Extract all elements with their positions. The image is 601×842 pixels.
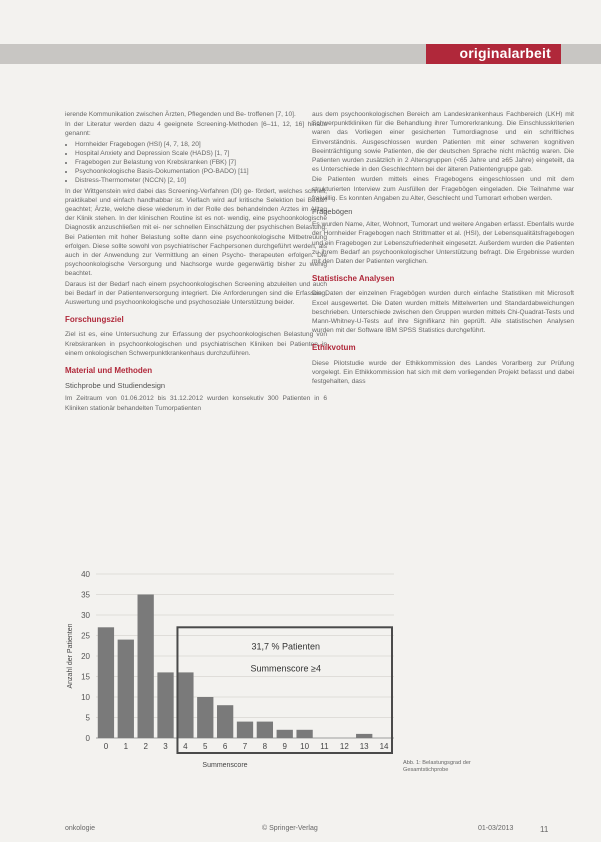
chart-bar <box>138 595 154 739</box>
chart-bar <box>277 730 293 738</box>
annotation-score: Summenscore ≥4 <box>250 663 321 674</box>
footer-journal: onkologie <box>65 825 95 832</box>
x-tick-label: 9 <box>282 742 287 751</box>
x-tick-label: 13 <box>359 742 369 751</box>
section-heading-material: Material und Methoden <box>65 366 153 376</box>
y-tick-label: 5 <box>85 713 90 723</box>
list-item: • Hospital Anxiety and Depression Scale (HADS) [1, 7] <box>75 149 327 158</box>
list-item: • Fragebogen zur Belastung von Krebskranken (FBK) [7] <box>75 158 327 167</box>
body-paragraph: Ziel ist es, eine Untersuchung zur Erfassung der psychoonkologischen Belastung von Krebskranken in psychoonkologischen und psychiatrischen Kliniken bei Patienten in einem onkologischen Schwerpunktkrankenhaus durchzuführen. <box>65 331 327 357</box>
footer-publisher: © Springer-Verlag <box>262 825 318 832</box>
subsection-heading-fragebogen: Fragebögen <box>312 207 353 217</box>
y-tick-label: 20 <box>81 652 90 661</box>
body-paragraph: aus dem psychoonkologischen Bereich am Landeskrankenhaus Fachbereich (LKH) mit Schwerpunktkliniken für die Behandlung ihrer Tumorerkrankung. Die Einschlusskriterien waren das Vorliegen einer gesicherten Tumordiagnose und ein schriftliches Einverständnis. Ausgeschlossen wurden Patienten mit einer schweren kognitiven Beeinträchtigung sowie Patienten, die der deutschen Sprache nicht mächtig waren. Die Patienten wurden zusätzlich in 2 Altersgruppen (<65 Jahre und ≥65 Jahre) eingeteilt, da es Unterschiede in den Geschlechtern bei der älteren Patientengruppe gab. <box>312 111 574 174</box>
y-tick-label: 30 <box>81 611 90 620</box>
x-tick-label: 14 <box>379 742 389 751</box>
chart-bar <box>356 734 372 738</box>
chart-bar <box>157 672 173 738</box>
chart-bar <box>98 627 114 738</box>
x-tick-label: 1 <box>123 742 129 751</box>
y-tick-label: 25 <box>81 631 90 641</box>
x-tick-label: 5 <box>203 742 208 751</box>
x-tick-label: 3 <box>163 742 168 751</box>
chart-bar <box>237 722 253 738</box>
screening-list <box>65 140 327 186</box>
chart-svg <box>62 562 402 772</box>
left-column <box>65 110 327 414</box>
y-tick-label: 15 <box>81 672 90 682</box>
x-tick-label: 7 <box>242 742 248 751</box>
bar-chart <box>62 562 402 772</box>
section-label: originalarbeit <box>459 45 551 61</box>
y-tick-label: 35 <box>81 590 90 600</box>
x-tick-label: 8 <box>262 742 268 751</box>
right-column <box>312 110 574 387</box>
screening-intro: In der Literatur werden dazu 4 geeignete Screening-Methoden [6–11, 12, 16] hinaus genannt: <box>65 121 327 138</box>
footer-issue: 01-03/2013 <box>478 825 514 832</box>
section-heading-ethik: Ethikvotum <box>312 343 356 353</box>
body-paragraph: Die Daten der einzelnen Fragebögen wurden durch einfache Statistiken mit Microsoft Excel ausgewertet. Die Daten wurden mittels Mittelwerten und Standardabweichungen beschrieben. Unterschiede zwischen den Gruppen wurden mittels Chi-Quadrat-Tests und Mann-Whitney-U-Tests auf ihre Signifikanz hin geprüft. Alle statistischen Analysen wurden mit der Software IBM SPSS Statistics durchgeführt. <box>312 290 574 335</box>
list-item: • Psychoonkologische Basis-Dokumentation (PO-BADO) [11] <box>75 167 327 176</box>
annotation-percentage: 31,7 % Patienten <box>251 641 321 652</box>
body-paragraph: In der Wittgenstein wird dabei das Screening-Verfahren (DI) ge- fördert, welches schnell, praktikabel und einfach handhabbar ist. Vielfach wird auf kritische Selektion bei Bedarf geachtet; Ärzte, welche diese wiederum in der Rolle des behandelnden Arztes im Alltag der Klinik stehen. In der klinischen Routine ist es not- wendig, eine psychoonkologische Diagnostik anzuschließen mit ei- ner schnellen Einschätzung der psychischen Belastung. Bei Patienten mit hoher Belastung sollte dann eine psychoonkologische Mitbetreuung erfolgen. Diese sollte sowohl von psychiatrischer Fachpersonen durchgeführt werden, als auch in der Anwendung zur Vermittlung an einen Psycho- therapeuten erfolgen. Die psychoonkologische Versorgung und Nachsorge wurde gegenwärtig bisher zu wenig beachtet. <box>65 187 327 278</box>
y-tick-label: 10 <box>81 693 90 702</box>
chart-bar <box>257 722 273 738</box>
x-axis-label: Summenscore <box>202 762 248 769</box>
intro-paragraph: ierende Kommunikation zwischen Ärzten, Pflegenden und Be- troffenen [7, 10]. <box>65 111 296 118</box>
list-item: • Distress-Thermometer (NCCN) [2, 10] <box>75 176 327 185</box>
section-heading-forschungsziel: Forschungsziel <box>65 315 124 325</box>
chart-bar <box>118 640 134 738</box>
y-axis-label: Anzahl der Patienten <box>67 623 74 689</box>
body-paragraph: Daraus ist der Bedarf nach einem psychoonkologischen Screening abzuleiten und auch bei Bedarf in der Patientenversorgung integriert. Die Anforderungen sind die Erfassung, Auswertung und psychoonkologische und psychosoziale Unterstützung beider. <box>65 280 327 307</box>
y-tick-label: 0 <box>85 734 90 743</box>
footer-page-number: 11 <box>540 825 549 834</box>
body-paragraph: Diese Pilotstudie wurde der Ethikkommission des Landes Vorarlberg zur Prüfung vorgelegt. Ein Ethikkommission hat sich mit dem vorliegenden Projekt befasst und dabei festgehalten, dass <box>312 359 574 386</box>
y-tick-label: 40 <box>81 570 90 579</box>
list-item: • Hornheider Fragebogen (HSI) [4, 7, 18, 20] <box>75 140 327 149</box>
x-tick-label: 10 <box>300 742 310 751</box>
x-tick-label: 6 <box>222 742 228 751</box>
x-tick-label: 2 <box>143 742 148 751</box>
chart-bar <box>217 705 233 738</box>
x-tick-label: 12 <box>339 742 349 751</box>
chart-bar <box>197 697 213 738</box>
figure-caption: Abb. 1: Belastungsgrad der Gesamtstichprobe <box>403 760 471 773</box>
body-paragraph: Die Patienten wurden mittels eines Fragebogens eingeschlossen und mit dem strukturierten Interview zum Ausfüllen der Fragebögen eingeladen. Die Teilnahme war freiwillig. Es konnten Angaben zu Alter, Geschlecht und Tumorart erhoben werden. <box>312 176 574 202</box>
x-tick-label: 0 <box>103 742 109 751</box>
section-heading-statistik: Statistische Analysen <box>312 274 395 284</box>
subsection-heading-stichprobe: Stichprobe und Studiendesign <box>65 381 166 391</box>
x-tick-label: 11 <box>320 742 329 751</box>
x-tick-label: 4 <box>183 742 188 751</box>
chart-bar <box>296 730 312 738</box>
body-paragraph: Im Zeitraum von 01.06.2012 bis 31.12.2012 wurden konsekutiv 300 Patienten in 6 Kliniken stationär behandelten Tumorpatienten <box>65 395 327 412</box>
body-paragraph: Es wurden Name, Alter, Wohnort, Tumorart und weitere Angaben erfasst. Ebenfalls wurde der Hornheider Fragebogen nach Strittmatter et al. (HSI), der Lebensqualitätsfragebogen und ein Fragebogen zur Lebenszufriedenheit eingesetzt. Außerdem wurden die Patienten zu ihrem Bedarf an psychoonkologischer Unterstützung befragt. Die Ergebnisse wurden mit den Daten der Patienten verglichen. <box>312 221 574 266</box>
chart-bar <box>177 672 193 738</box>
